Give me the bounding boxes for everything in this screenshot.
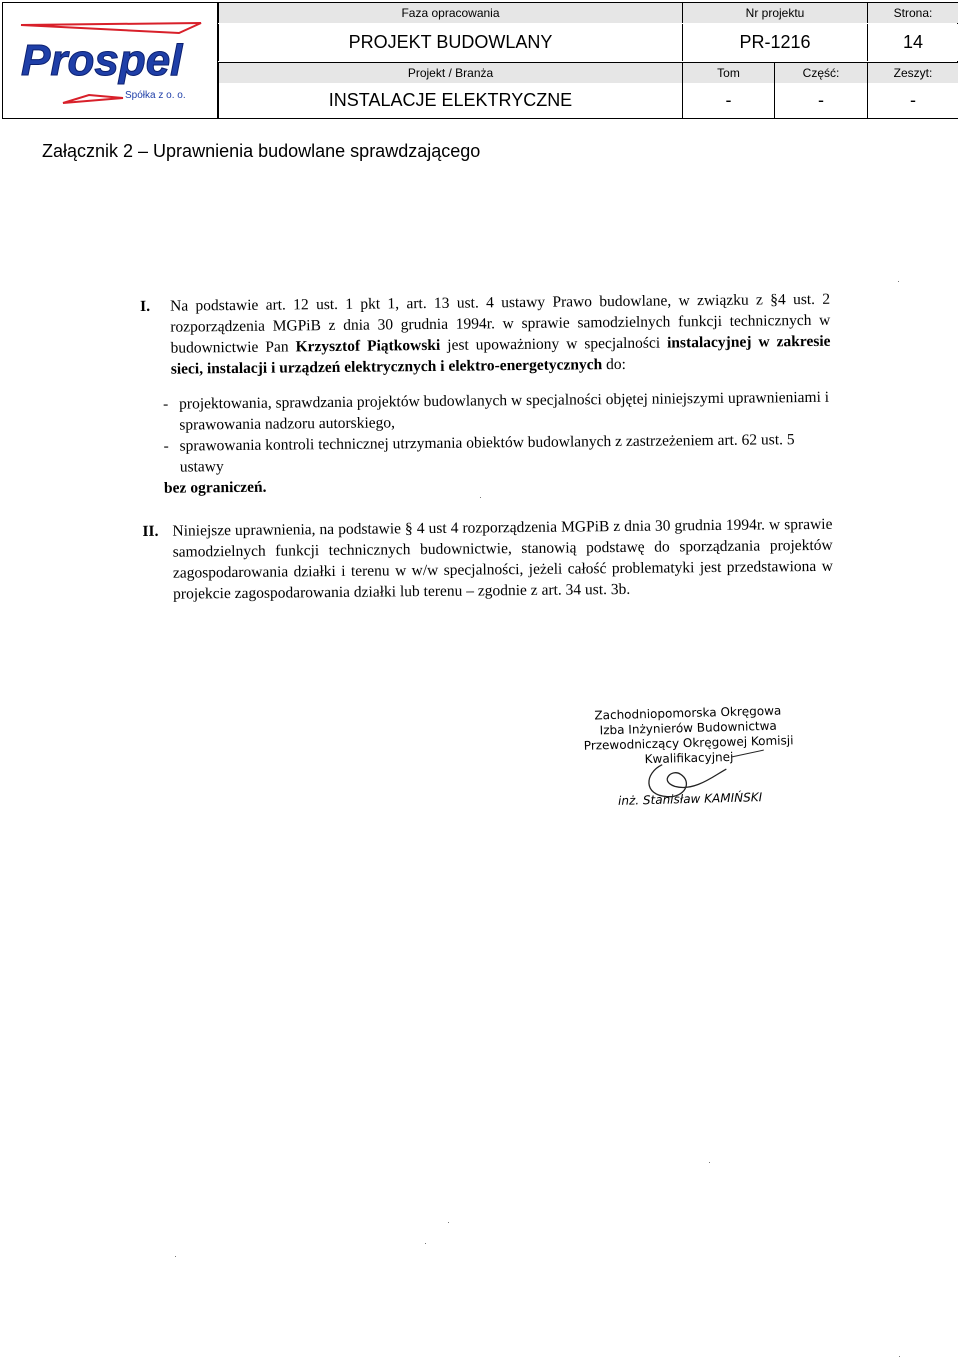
project-number-label: Nr projektu <box>682 3 867 23</box>
section-2 <box>142 514 833 605</box>
holder-name: Krzysztof Piątkowski <box>295 336 441 356</box>
branch-label: Projekt / Branża <box>218 63 682 83</box>
part-label: Część: <box>774 63 867 83</box>
page-label: Strona: <box>867 3 958 23</box>
scan-artifact <box>709 1162 710 1163</box>
section-1-number: I. <box>140 297 151 315</box>
list-item: - sprawowania kontroli technicznej utrzymania obiektów budowlanych z zastrzeżeniem art. 62 ust. 5 ustawy <box>163 429 831 478</box>
stamp-line-1: Zachodniopomorska Okręgowa <box>594 703 782 723</box>
section-1 <box>140 289 831 380</box>
volume-value: - <box>682 83 774 118</box>
svg-text:Prospel: Prospel <box>21 36 183 85</box>
list-item: - projektowania, sprawdzania projektów budowlanych w specjalności objętej niniejszymi uprawnieniami i sprawowania nadzoru autorskiego, <box>163 387 831 436</box>
scan-artifact <box>899 1356 900 1357</box>
svg-text:Spółka z o. o.: Spółka z o. o. <box>125 90 186 101</box>
scan-artifact <box>175 1256 176 1257</box>
part-value: - <box>774 83 867 118</box>
certificate-scan <box>140 289 833 605</box>
list-item-text: sprawowania kontroli technicznej utrzymania obiektów budowlanych z zastrzeżeniem art. 62 ust. 5 ustawy <box>179 431 795 476</box>
section-1-body <box>170 289 831 380</box>
permissions-list <box>163 387 832 499</box>
stamp-line-3: Przewodniczący Okręgowej Komisji <box>583 733 794 753</box>
stamp-line-2: Izba Inżynierów Budownictwa <box>599 718 777 738</box>
section-1-text-c: do: <box>602 355 626 374</box>
branch-value: INSTALACJE ELEKTRYCZNE <box>218 83 682 118</box>
document-header <box>2 2 958 119</box>
page-title: Załącznik 2 – Uprawnienia budowlane sprawdzającego <box>42 141 481 161</box>
scan-artifact <box>480 497 481 498</box>
scope-text: instalacyjnej w zakresie sieci, instalacji i urządzeń elektrycznych i elektro-energetycznych <box>170 332 831 378</box>
phase-label: Faza opracowania <box>218 3 682 23</box>
booklet-value: - <box>867 83 958 118</box>
project-number-value: PR-1216 <box>682 24 867 61</box>
page-value: 14 <box>867 24 958 61</box>
prospel-logo-icon <box>3 3 217 118</box>
official-stamp <box>573 703 806 810</box>
section-2-number: II. <box>142 522 159 540</box>
scan-artifact <box>425 1243 426 1244</box>
signatory-name: inż. Stanisław KAMIŃSKI <box>617 790 763 808</box>
signature-icon <box>614 744 766 808</box>
section-2-body: Niniejsze uprawnienia, na podstawie § 4 ust 4 rozporządzenia MGPiB z dnia 30 grudnia 1994r. w sprawie samodzielnych funkcji technicznych budownictwie, stanowią podstawę do sporządzania projektów zagospodarowania działki i terenu w w/w specjalności, jeżeli całość problematyki jest przedstawiona w projekcie zagospodarowania działki lub terenu – zgodnie z art. 34 ust. 3b. <box>172 515 833 603</box>
phase-value: PROJEKT BUDOWLANY <box>218 24 682 61</box>
stamp-line-4: Kwalifikacyjnej <box>644 749 734 767</box>
company-logo <box>3 3 218 118</box>
scan-artifact <box>448 1222 449 1223</box>
limitation-text: bez ograniczeń. <box>163 478 267 497</box>
scan-artifact <box>898 281 899 282</box>
section-1-text-a: Na podstawie art. 12 ust. 1 pkt 1, art. 13 ust. 4 ustawy Prawo budowlane, w związku z §4 ust. 2 rozporządzenia MGPiB z dnia 30 grudnia 1994r. w sprawie samodzielnych funkcji technicznych w budownictwie Pan <box>170 290 831 357</box>
booklet-label: Zeszyt: <box>867 63 958 83</box>
list-item-text: projektowania, sprawdzania projektów budowlanych w specjalności objętej niniejszymi uprawnieniami i sprawowania nadzoru autorskiego, <box>179 388 830 434</box>
volume-label: Tom <box>682 63 774 83</box>
section-1-text-b: jest upoważniony w specjalności <box>440 334 668 354</box>
